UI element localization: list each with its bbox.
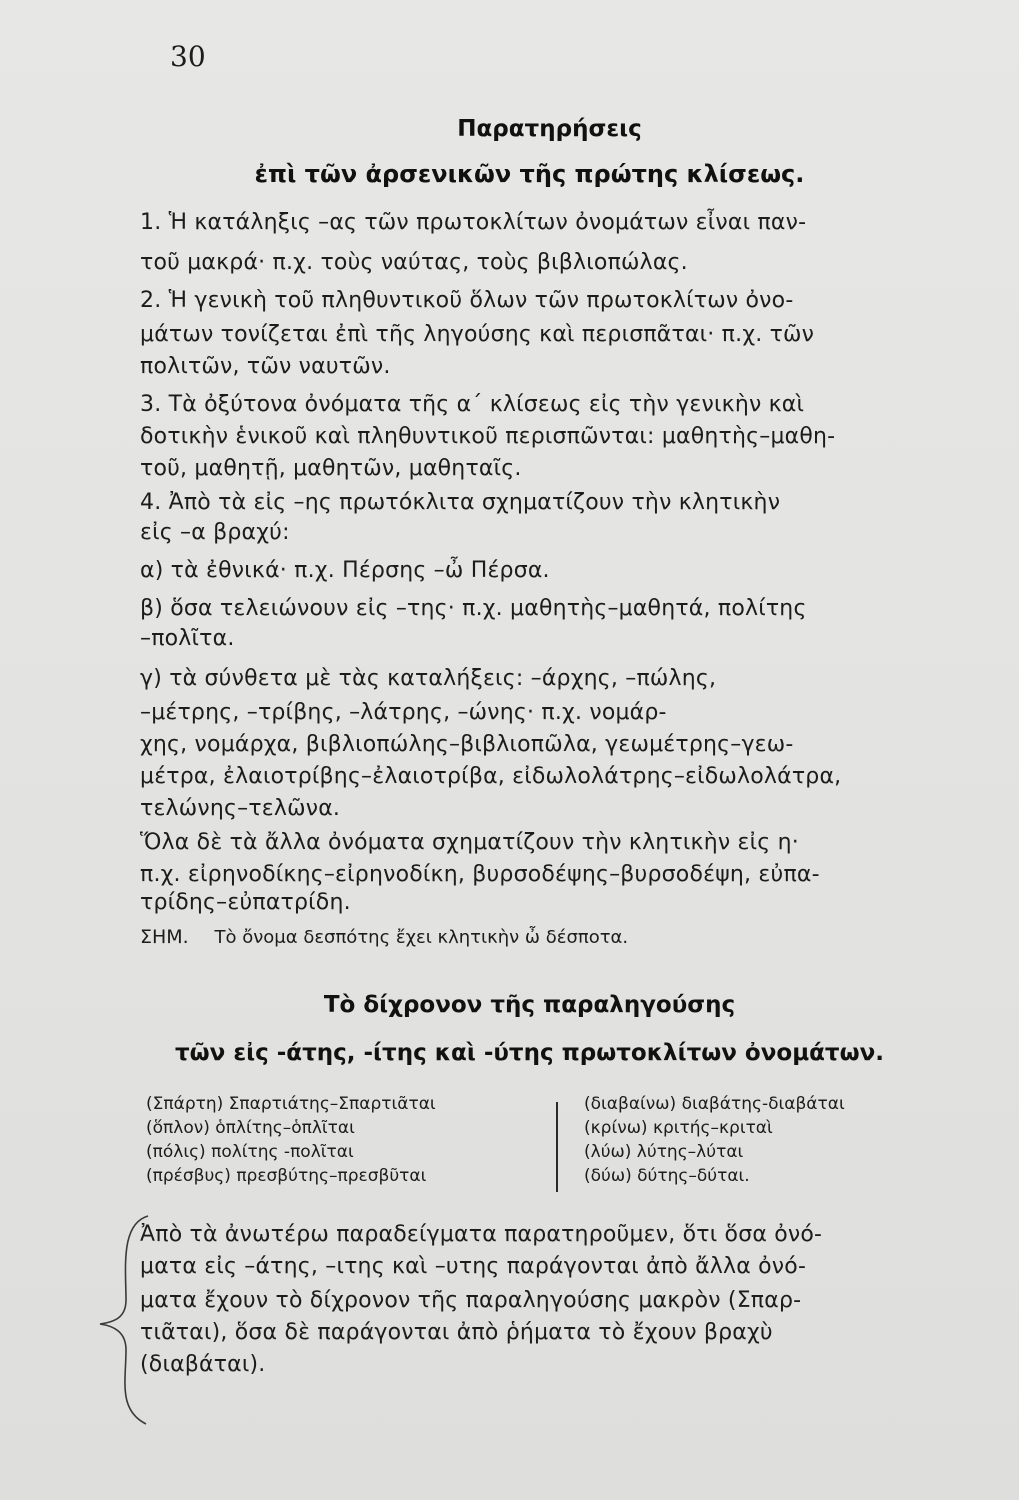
- text-line: τρίδης–εὐπατρίδη.: [140, 890, 351, 915]
- text-line: Ὅλα δὲ τὰ ἄλλα ὀνόματα σχηματίζουν τὴν κλητικὴν εἰς η·: [140, 830, 799, 855]
- section-title-dichronon: Τὸ δίχρονον τῆς παραληγούσης: [323, 992, 736, 1018]
- text-line: εἰς –α βραχύ:: [140, 520, 290, 545]
- text-line: τιᾶται), ὅσα δὲ παράγονται ἀπὸ ῥήματα τὸ ἔχουν βραχὺ: [140, 1320, 773, 1345]
- text-line: α) τὰ ἐθνικά· π.χ. Πέρσης –ὦ Πέρσα.: [140, 558, 550, 583]
- column-divider: [556, 1102, 558, 1192]
- example-row: (διαβαίνω) διαβάτης-διαβάται: [584, 1094, 845, 1114]
- page-number: 30: [170, 40, 206, 73]
- section-subtitle-observations: ἐπὶ τῶν ἀρσενικῶν τῆς πρώτης κλίσεως.: [254, 160, 805, 188]
- examples-right-column: [584, 1092, 845, 1188]
- text-line: πολιτῶν, τῶν ναυτῶν.: [140, 354, 391, 379]
- text-line: μέτρα, ἐλαιοτρίβης–ἐλαιοτρίβα, εἰδωλολάτρης–εἰδωλολάτρα,: [140, 764, 842, 789]
- note: [140, 926, 628, 948]
- text-line: γ) τὰ σύνθετα μὲ τὰς καταλήξεις: –άρχης, –πώλης,: [140, 666, 717, 691]
- examples-left-column: [146, 1092, 436, 1188]
- text-line: ματα ἔχουν τὸ δίχρονον τῆς παραληγούσης μακρὸν (Σπαρ-: [140, 1288, 802, 1313]
- text-line: 4. Ἀπὸ τὰ εἰς –ης πρωτόκλιτα σχηματίζουν τὴν κλητικὴν: [140, 490, 781, 515]
- example-row: (κρίνω) κριτής–κριταὶ: [584, 1118, 773, 1138]
- text-line: 1. Ἡ κατάληξις –ας τῶν πρωτοκλίτων ὀνομάτων εἶναι παν-: [140, 210, 807, 235]
- text-line: ματα εἰς –άτης, –ιτης καὶ –υτης παράγονται ἀπὸ ἄλλα ὀνό-: [140, 1254, 807, 1279]
- example-row: (λύω) λύτης–λύται: [584, 1142, 744, 1162]
- example-row: (Σπάρτη) Σπαρτιάτης–Σπαρτιᾶται: [146, 1094, 436, 1114]
- section-subtitle-dichronon: τῶν εἰς -άτης, -ίτης καὶ -ύτης πρωτοκλίτων ὀνομάτων.: [174, 1040, 884, 1066]
- text-line: Ἀπὸ τὰ ἀνωτέρω παραδείγματα παρατηροῦμεν, ὅτι ὅσα ὀνό-: [140, 1222, 823, 1247]
- example-row: (πρέσβυς) πρεσβύτης–πρεσβῦται: [146, 1166, 427, 1186]
- text-line: τοῦ μακρά· π.χ. τοὺς ναύτας, τοὺς βιβλιοπώλας.: [140, 250, 688, 275]
- text-line: (διαβάται).: [140, 1352, 266, 1377]
- text-line: 3. Τὰ ὀξύτονα ὀνόματα τῆς α΄ κλίσεως εἰς τὴν γενικὴν καὶ: [140, 392, 805, 417]
- text-line: μάτων τονίζεται ἐπὶ τῆς ληγούσης καὶ περισπᾶται· π.χ. τῶν: [140, 322, 815, 347]
- text-line: τοῦ, μαθητῇ, μαθητῶν, μαθηταῖς.: [140, 456, 522, 481]
- note-text: Τὸ ὄνομα δεσπότης ἔχει κλητικὴν ὦ δέσποτα.: [214, 927, 629, 948]
- text-line: β) ὅσα τελειώνουν εἰς –της· π.χ. μαθητὴς–μαθητά, πολίτης: [140, 596, 807, 621]
- section-title-observations: Παρατηρήσεις: [457, 116, 642, 142]
- text-line: δοτικὴν ἑνικοῦ καὶ πληθυντικοῦ περισπῶνται: μαθητὴς–μαθη-: [140, 424, 836, 449]
- note-label: ΣΗΜ.: [140, 926, 189, 948]
- text-line: –μέτρης, –τρίβης, –λάτρης, –ώνης· π.χ. νομάρ-: [140, 700, 667, 725]
- example-row: (δύω) δύτης–δύται.: [584, 1166, 750, 1186]
- example-row: (ὅπλον) ὁπλίτης–ὁπλῖται: [146, 1118, 355, 1138]
- text-line: –πολῖτα.: [140, 626, 235, 651]
- text-line: χης, νομάρχα, βιβλιοπώλης–βιβλιοπῶλα, γεωμέτρης–γεω-: [140, 732, 794, 757]
- example-row: (πόλις) πολίτης -πολῖται: [146, 1142, 354, 1162]
- text-line: τελώνης–τελῶνα.: [140, 796, 341, 821]
- text-line: π.χ. εἰρηνοδίκης–εἰρηνοδίκη, βυρσοδέψης–βυρσοδέψη, εὐπα-: [140, 862, 820, 887]
- text-line: 2. Ἡ γενικὴ τοῦ πληθυντικοῦ ὅλων τῶν πρωτοκλίτων ὀνο-: [140, 288, 794, 313]
